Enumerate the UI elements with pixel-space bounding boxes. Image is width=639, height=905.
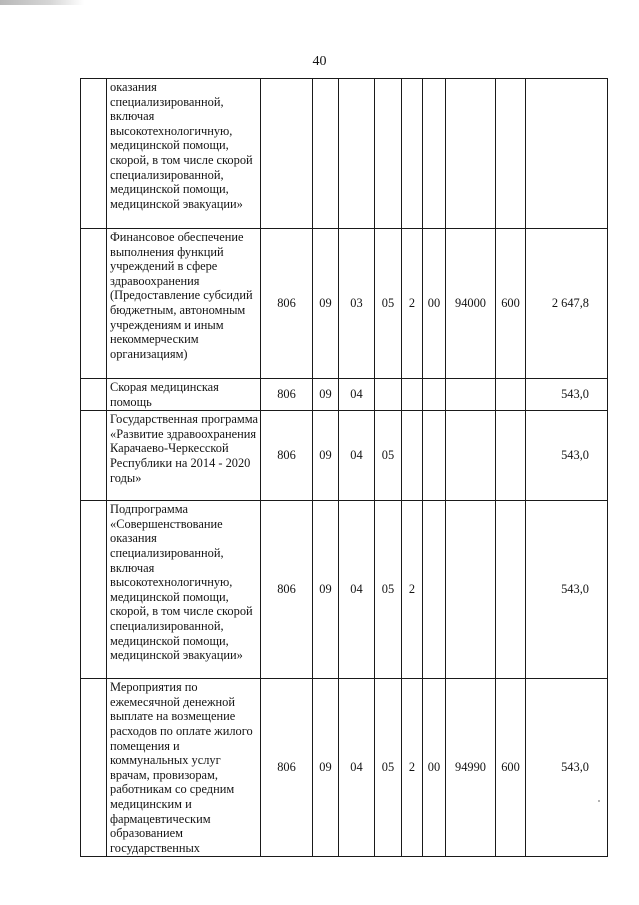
ministry-code-cell: 806 [261,229,313,379]
name-cell: оказания специализированной, включая высокотехнологичную, медицинской помощи, скорой, в том числе скорой специализированной, медицинской помощи, медицинской эвакуации» [107,79,261,229]
subprogram-code-cell [402,411,423,501]
row-number-cell [81,501,107,679]
event-code-cell: 00 [423,229,446,379]
section-code-cell [313,79,339,229]
row-number-cell [81,379,107,411]
sum-cell [526,79,608,229]
program-code-cell: 05 [375,411,402,501]
expense-type-cell [496,411,526,501]
event-code-cell [423,501,446,679]
direction-code-cell [446,79,496,229]
program-code-cell: 05 [375,679,402,857]
event-code-cell [423,79,446,229]
sum-cell: 543,0 [526,379,608,411]
ministry-code-cell [261,79,313,229]
subprogram-code-cell: 2 [402,229,423,379]
direction-code-cell [446,379,496,411]
subsection-code-cell: 04 [339,501,375,679]
sum-cell: 543,0 [526,501,608,679]
subsection-code-cell: 04 [339,379,375,411]
section-code-cell: 09 [313,501,339,679]
table-row [81,411,608,501]
name-cell: Мероприятия по ежемесячной денежной выплате на возмещение расходов по оплате жилого помещения и коммунальных услуг врачам, провизорам, работникам со средним медицинским и фармацевтическим образованием государственных [107,679,261,857]
direction-code-cell: 94990 [446,679,496,857]
scan-artifact [0,0,84,5]
page-number: 40 [312,54,327,69]
scan-speck [598,800,600,802]
subsection-code-cell: 04 [339,411,375,501]
section-code-cell: 09 [313,229,339,379]
table-row [81,229,608,379]
expense-type-cell: 600 [496,229,526,379]
row-number-cell [81,79,107,229]
expense-type-cell: 600 [496,679,526,857]
section-code-cell: 09 [313,379,339,411]
event-code-cell [423,411,446,501]
table-row [81,379,608,411]
section-code-cell: 09 [313,679,339,857]
subprogram-code-cell: 2 [402,679,423,857]
direction-code-cell [446,501,496,679]
name-cell: Скорая медицинская помощь [107,379,261,411]
subprogram-code-cell: 2 [402,501,423,679]
row-number-cell [81,679,107,857]
ministry-code-cell: 806 [261,501,313,679]
subsection-code-cell [339,79,375,229]
section-code-cell: 09 [313,411,339,501]
ministry-code-cell: 806 [261,679,313,857]
event-code-cell: 00 [423,679,446,857]
expense-type-cell [496,379,526,411]
program-code-cell [375,79,402,229]
name-cell: Государственная программа «Развитие здравоохранения Карачаево-Черкесской Республики на 2014 - 2020 годы» [107,411,261,501]
direction-code-cell: 94000 [446,229,496,379]
program-code-cell: 05 [375,501,402,679]
expense-type-cell [496,501,526,679]
expense-type-cell [496,79,526,229]
subprogram-code-cell [402,79,423,229]
sum-cell: 2 647,8 [526,229,608,379]
program-code-cell [375,379,402,411]
sum-cell: 543,0 [526,679,608,857]
subprogram-code-cell [402,379,423,411]
program-code-cell: 05 [375,229,402,379]
name-cell: Подпрограмма «Совершенствование оказания специализированной, включая высокотехнологичную, медицинской помощи, скорой, в том числе скорой специализированной, медицинской помощи, медицинской эвакуации» [107,501,261,679]
event-code-cell [423,379,446,411]
sum-cell: 543,0 [526,411,608,501]
ministry-code-cell: 806 [261,379,313,411]
row-number-cell [81,229,107,379]
ministry-code-cell: 806 [261,411,313,501]
table-row [81,79,608,229]
table-row [81,679,608,857]
budget-table [80,78,608,857]
name-cell: Финансовое обеспечение выполнения функций учреждений в сфере здравоохранения (Предоставление субсидий бюджетным, автономным учреждениям и иным некоммерческим организациям) [107,229,261,379]
subsection-code-cell: 04 [339,679,375,857]
row-number-cell [81,411,107,501]
table-row [81,501,608,679]
direction-code-cell [446,411,496,501]
subsection-code-cell: 03 [339,229,375,379]
